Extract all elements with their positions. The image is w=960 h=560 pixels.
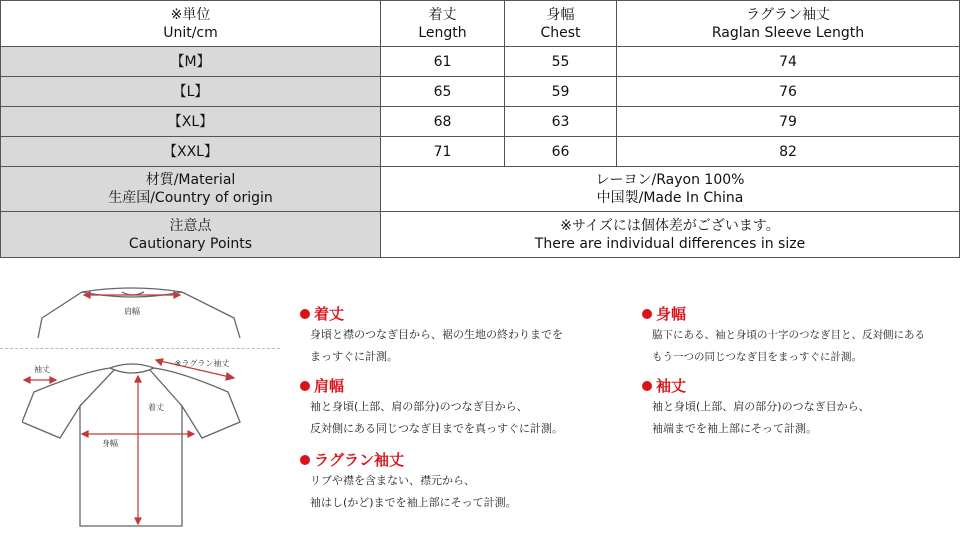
guide-sleeve <box>642 376 870 440</box>
caution-row <box>1 212 960 258</box>
material-label: 材質/Material 生産国/Country of origin <box>1 167 381 212</box>
table-row <box>1 107 960 137</box>
sleeve-header: ラグラン袖丈 Raglan Sleeve Length <box>617 1 960 47</box>
guide-shoulder <box>300 376 563 440</box>
size-label: 【L】 <box>1 77 381 107</box>
chest-value: 63 <box>505 107 617 137</box>
guide-text: もう一つの同じつなぎ目をまっすぐに計測。 <box>652 351 862 363</box>
chest-value: 66 <box>505 137 617 167</box>
length-label: 着丈 <box>148 403 164 412</box>
sleeve-label: 袖丈 <box>34 365 50 374</box>
material-value: レーヨン/Rayon 100% 中国製/Made In China <box>381 167 960 212</box>
length-value: 61 <box>381 47 505 77</box>
chest-value: 59 <box>505 77 617 107</box>
chest-value: 55 <box>505 47 617 77</box>
guide-title: 身幅 <box>656 305 687 323</box>
size-label: 【XL】 <box>1 107 381 137</box>
bullet-icon <box>300 309 310 319</box>
size-table <box>0 0 960 258</box>
raglan-label: ※ラグラン袖丈 <box>174 359 230 368</box>
guide-text: 袖と身頃(上部、肩の部分)のつなぎ目から、 <box>310 400 528 413</box>
guide-chest <box>642 304 925 368</box>
sleeve-value: 74 <box>617 47 960 77</box>
unit-header: ※単位 Unit/cm <box>1 1 381 47</box>
guide-text: リブや襟を含まない、襟元から、 <box>310 474 475 487</box>
tshirt-front-outline <box>22 364 240 526</box>
bullet-icon <box>642 381 652 391</box>
length-measure-arrow <box>135 376 141 524</box>
shoulder-label: 肩幅 <box>124 307 140 316</box>
bullet-icon <box>642 309 652 319</box>
tshirt-diagram <box>22 280 244 540</box>
guide-text: 反対側にある同じつなぎ目までを真っすぐに計測。 <box>310 422 563 435</box>
guide-title: ラグラン袖丈 <box>314 451 405 469</box>
table-header-row <box>1 1 960 47</box>
caution-label: 注意点 Cautionary Points <box>1 212 381 258</box>
sleeve-value: 79 <box>617 107 960 137</box>
guide-text: 袖端までを袖上部にそって計測。 <box>652 422 817 435</box>
bullet-icon <box>300 381 310 391</box>
length-value: 71 <box>381 137 505 167</box>
guide-length <box>300 304 563 368</box>
length-header: 着丈 Length <box>381 1 505 47</box>
table-row <box>1 47 960 77</box>
guide-text: 脇下にある、袖と身頃の十字のつなぎ目と、反対側にある <box>652 329 925 341</box>
size-label: 【M】 <box>1 47 381 77</box>
table-row <box>1 77 960 107</box>
sleeve-measure-arrow <box>24 377 56 383</box>
caution-value: ※サイズには個体差がございます。 There are individual differences in size <box>381 212 960 258</box>
guide-title: 着丈 <box>314 305 345 323</box>
chest-header: 身幅 Chest <box>505 1 617 47</box>
chest-label: 身幅 <box>102 439 118 448</box>
guide-raglan <box>300 450 517 514</box>
guide-title: 肩幅 <box>314 377 345 395</box>
sleeve-value: 76 <box>617 77 960 107</box>
material-row <box>1 167 960 212</box>
size-label: 【XXL】 <box>1 137 381 167</box>
sleeve-value: 82 <box>617 137 960 167</box>
table-row <box>1 137 960 167</box>
bullet-icon <box>300 455 310 465</box>
guide-text: 袖と身頃(上部、肩の部分)のつなぎ目から、 <box>652 400 870 413</box>
length-value: 65 <box>381 77 505 107</box>
length-value: 68 <box>381 107 505 137</box>
guide-text: まっすぐに計測。 <box>310 350 398 363</box>
guide-text: 袖はし(かど)までを袖上部にそって計測。 <box>310 496 517 509</box>
guide-title: 袖丈 <box>656 377 687 395</box>
guide-text: 身頃と襟のつなぎ目から、裾の生地の終わりまでを <box>310 328 563 341</box>
